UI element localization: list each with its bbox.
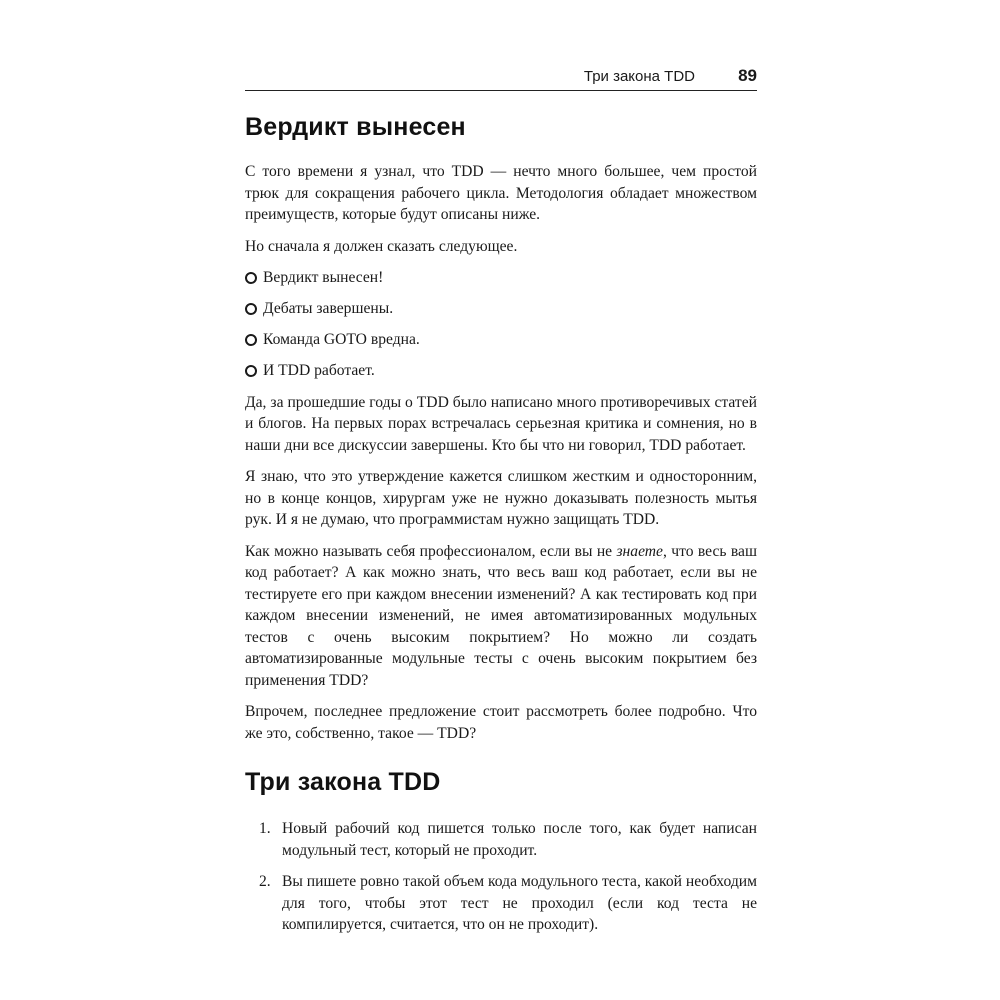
list-item-text: Вы пишете ровно такой объем кода модульного теста, какой необходим для того, чтобы этот тест не проходил (если код теста не компилируется, считается, что он не проходит).	[282, 873, 757, 933]
list-item-text: Новый рабочий код пишется только после того, как будет написан модульный тест, который не проходит.	[282, 820, 757, 859]
circle-bullet-icon	[245, 303, 257, 315]
paragraph: Я знаю, что это утверждение кажется слишком жестким и односторонним, но в конце концов, хирургам уже не нужно доказывать полезность мытья рук. И я не думаю, что программистам нужно защищать TDD.	[245, 468, 757, 528]
bullet-list	[245, 267, 757, 382]
list-item-text: Вердикт вынесен!	[263, 269, 384, 286]
paragraph-text: , что весь ваш код работает? А как можно знать, что весь ваш код работает, если вы не тестируете его при каждом внесении изменений? А как тестировать код при каждом внесении изменений, не имея автоматизированных модульных тестов с очень высоким покрытием? Но можно ли создать автоматизированные модульные тесты с очень высоким покрытием без применения TDD?	[245, 542, 757, 689]
running-header	[245, 60, 757, 91]
paragraph-text: Как можно называть себя профессионалом, если вы не	[245, 542, 617, 560]
list-item	[245, 267, 757, 289]
paragraph: С того времени я узнал, что TDD — нечто много большее, чем простой трюк для сокращения рабочего цикла. Методология обладает множеством преимуществ, которые будут описаны ниже.	[245, 163, 757, 223]
circle-bullet-icon	[245, 334, 257, 346]
circle-bullet-icon	[245, 365, 257, 377]
paragraph: Но сначала я должен сказать следующее.	[245, 237, 518, 255]
list-item-text: Дебаты завершены.	[263, 300, 394, 317]
list-item-text: И TDD работает.	[263, 362, 375, 379]
book-page	[245, 60, 757, 933]
list-item-text: Команда GOTO вредна.	[263, 331, 420, 348]
paragraph: Впрочем, последнее предложение стоит рассмотреть более подробно. Что же это, собственно, такое — TDD?	[245, 703, 757, 742]
emphasis-text: знаете	[616, 542, 663, 560]
paragraph	[245, 541, 757, 692]
list-item	[245, 360, 757, 382]
section-verdict-body	[245, 161, 757, 754]
list-number: 2.	[259, 873, 271, 890]
list-item	[245, 818, 757, 861]
list-item	[245, 329, 757, 351]
section-heading-verdict: Вердикт вынесен	[245, 113, 466, 141]
list-number: 1.	[259, 820, 271, 837]
section-three-laws-body	[245, 818, 757, 946]
section-heading-three-laws: Три закона TDD	[245, 768, 441, 796]
list-item	[245, 871, 757, 936]
running-title: Три закона TDD	[583, 68, 695, 85]
page-number: 89	[738, 66, 757, 85]
circle-bullet-icon	[245, 272, 257, 284]
numbered-list	[245, 818, 757, 936]
paragraph: Да, за прошедшие годы о TDD было написано много противоречивых статей и блогов. На первых порах встречалась серьезная критика и сомнения, но в наши дни все дискуссии завершены. Кто бы что ни говорил, TDD работает.	[245, 393, 757, 454]
list-item	[245, 298, 757, 320]
